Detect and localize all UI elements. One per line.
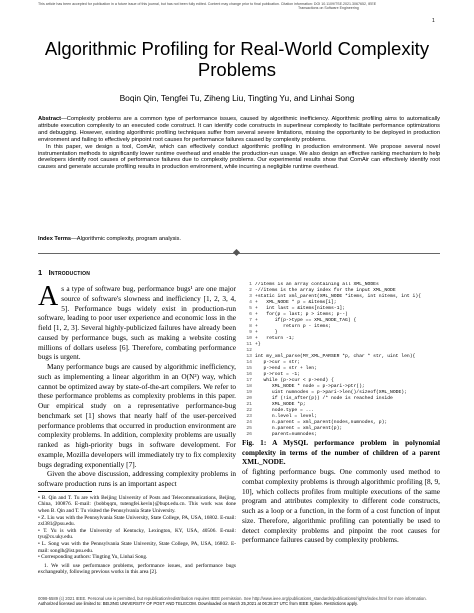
code-line-number: 11 xyxy=(246,342,252,348)
code-listing xyxy=(244,282,444,437)
code-line-number: 14 xyxy=(246,360,252,366)
code-line-number: 24 xyxy=(246,420,252,426)
code-line-text: n.parent = xml_parent(nodes,numnodes, p); xyxy=(255,420,388,426)
code-line-number: 8 xyxy=(249,324,252,330)
header-journal: Transactions on Software Engineering xyxy=(298,6,359,11)
section-title: Introduction xyxy=(48,268,91,277)
code-line-text: + } xyxy=(255,330,278,336)
code-line-number: 18 xyxy=(246,384,252,390)
code-line-text: //items is an array containing all XML_NODEs xyxy=(255,282,379,287)
code-line-number: 15 xyxy=(246,366,252,372)
abstract-paragraph-2: In this paper, we design a tool, ComAir, which can effectively conduct algorithmic profiling in production environment. We propose several novel instrumentation methods to significantly lower runtime overhead and enable the production-run usage. We also design an effective ranking mechanism to help developers identify root causes of performance failures due to complexity problems. Our experimental results show that ComAir can effectively identify root causes and generate accurate profiling results in production environment, while incurring a negligible runtime overhead. xyxy=(38,143,440,171)
page-number: 1 xyxy=(432,18,435,24)
code-line-text: p->root = -1; xyxy=(255,372,301,378)
code-line-text: +static int xml_parent(XML_NODE *items, int nitems, int i){ xyxy=(255,294,421,300)
code-line-number: 4 xyxy=(249,300,252,306)
right-paragraph-1: of fighting performance bugs. One commonly used method to combat complexity problems is through algorithmic profiling [8, 9, 10], which collects profiles from multiple executions of the same program and attributes complexity to different code constructs, such as a loop or a function, in the form of a cost function of input size. Therefore, algorithmic profiling can potentially be used to detect complexity problems and pinpoint the root causes for performance failures caused by complexity problems. xyxy=(242,467,440,545)
code-line-text: + return p - items; xyxy=(255,324,331,330)
header-notice xyxy=(38,2,438,11)
intro-paragraph-3: Given the above discussion, addressing complexity problems in software production runs is an important aspect xyxy=(38,469,236,488)
code-line-text: uint numnodes = p->pari->len()/sizeof(XML_NODE); xyxy=(255,390,407,396)
figure-caption xyxy=(242,438,440,467)
intro-paragraph-2: Many performance bugs are caused by algorithmic inefficiency, such as implementing a linear algorithm in an O(N²) way, which cannot be optimized away by state-of-the-art compilers. We refer to these performance problems as complexity problems in this paper. Our empirical study on a representative performance-bug benchmark set [1] shows that nearly half of the user-perceived performance problems that occurred in production environment are complexity problems. In addition, complexity problems are usually ranked as high-priority bugs in software development. For example, Mozilla developers will immediately try to fix complexity bugs degrading exponentially [7]. xyxy=(38,362,236,469)
divider-diamond xyxy=(233,249,240,256)
footnote-corresponding: • Corresponding authors: Tingting Yu, Linhai Song. xyxy=(38,554,148,561)
code-line-text: +} xyxy=(255,342,261,348)
abstract xyxy=(38,116,440,171)
index-terms-label: Index Terms xyxy=(38,236,72,242)
code-line-number: 7 xyxy=(249,318,252,324)
footnote-rule xyxy=(38,491,92,492)
code-line-text: + if(p->type == XML_NODE_TAG) { xyxy=(255,318,357,324)
code-line-number: 10 xyxy=(246,336,252,342)
code-line-text: p->end = str + len; xyxy=(255,366,317,372)
footnote-affiliation-song: • L. Song was with the Pennsylvania State University, State College, PA, USA, 16802. E-mail: songlh@ist.psu.edu. xyxy=(38,540,236,554)
code-line xyxy=(244,432,444,437)
intro-paragraph-1-text: s a type of software bug, performance bugs¹ are one major source of software's slowness and inefficiency [1, 2, 3, 4, 5]. Performance bugs widely exist in production-run software, leading to poor user experience and economic loss in the field [1, 2, 3]. Several highly-publicized failures have already been caused by performance bugs, such as making a website costing millions of dollars useless [6]. Therefore, combating performance bugs is urgent. xyxy=(38,284,236,362)
code-line-text: p->cur = str; xyxy=(255,360,301,366)
code-line-text: n.parent = xml_parent(p); xyxy=(255,426,343,432)
code-line-text: int my_xml_parse(MY_XML_PARSER *p, char * str, uint len){ xyxy=(255,354,416,360)
code-line-text: + return -1; xyxy=(255,336,295,342)
code-line-text: XML_NODE *p; xyxy=(255,402,306,408)
footer-copyright: 0098-5589 (c) 2021 IEEE. Personal use is permitted, but republication/redistribution requires IEEE permission. See http://www.ieee.org/publications_standards/publications/rights/index.html for more information. xyxy=(38,596,427,601)
code-line-number: 5 xyxy=(249,306,252,312)
footnote-1: 1. We will use performance problems, performance issues, and performance bugs exchangeably, following previous works in this area [2]. xyxy=(38,562,236,576)
code-line-text: + XML_NODE * p = &items[i]; xyxy=(255,300,337,306)
code-line-number: 21 xyxy=(246,402,252,408)
code-line-number: 1 xyxy=(249,282,252,287)
code-line-number: 17 xyxy=(246,378,252,384)
left-column xyxy=(38,281,236,576)
code-line-number: 19 xyxy=(246,390,252,396)
footnote-affiliation-liu: • Z. Liu was with the Pennsylvania State University, State College, PA, USA, 16802. E-mail: zxl381@psu.edu. xyxy=(38,514,236,528)
code-line-number: 3 xyxy=(249,294,252,300)
header-notice-text: This article has been accepted for publication in a future issue of this journal, but has not been fully edited. Content may change prior to final publication. Citation information: DOI 10.1109/TSE.2021.3067652, IEEE xyxy=(38,2,377,6)
code-line-number: 2 xyxy=(249,288,252,294)
code-line-number: 9 xyxy=(249,330,252,336)
right-column xyxy=(242,467,440,545)
code-line-number: 26 xyxy=(246,432,252,437)
abstract-paragraph-1: —Complexity problems are a common type of performance issues, caused by algorithmic inefficiency. Algorithmic profiling aims to automatically attribute execution complexity to an executed code construct. It can identify code constructs in superlinear complexity to facilitate performance optimizations and debugging. However, existing algorithmic profiling techniques suffer from several severe limitations, missing the opportunity to be deployed in production environment and failing to effectively pinpoint root causes for performance failures caused by complexity problems. xyxy=(38,116,440,143)
index-terms-text: —Algorithmic complexity, program analysis. xyxy=(71,236,181,242)
code-line-number: 6 xyxy=(249,312,252,318)
footnote-affiliation-yu: • T. Yu is with the University of Kentucky, Lexington, KY, USA, 40506. E-mail: tyu@cs.uky.edu. xyxy=(38,527,236,541)
intro-paragraph-1 xyxy=(38,281,236,362)
footer-license: Authorized licensed use limited to: BEIJING UNIVERSITY OF POST AND TELECOM. Downloaded on March 25,2021 at 06:28:37 UTC from IEEE Xplore. Restrictions apply. xyxy=(38,601,358,607)
code-line-text: + int last = &items[nitems-1]; xyxy=(255,306,346,312)
section-heading xyxy=(38,268,90,277)
code-line-text: + for(p = last; p > items; p--) xyxy=(255,312,348,318)
footnotes xyxy=(38,495,236,576)
footer xyxy=(38,596,440,606)
drop-cap: A xyxy=(38,281,59,312)
code-line-text: parent=numnodes; xyxy=(255,432,317,437)
paper-title-line-2: Problems xyxy=(197,59,277,80)
paper-title-line-1: Algorithmic Profiling for Real-World Complexity xyxy=(44,38,430,59)
code-line-number: 12 xyxy=(246,348,252,354)
code-line-text: -//items is the array index for the input XML_NODE xyxy=(255,288,396,294)
section-number: 1 xyxy=(38,268,43,277)
code-line-number: 16 xyxy=(246,372,252,378)
abstract-label: Abstract xyxy=(38,116,62,122)
figure-caption-label: Fig. 1: xyxy=(242,438,267,447)
code-line-number: 20 xyxy=(246,396,252,402)
code-line-text: node.type = ... xyxy=(255,408,315,414)
code-line-text: if (!is_after(p)) /* node is reached inside xyxy=(255,396,393,402)
index-terms xyxy=(38,236,440,242)
code-line-number: 25 xyxy=(246,426,252,432)
figure-caption-text: A MySQL performance problem in polynomial complexity in terms of the number of children of a parent XML_NODE. xyxy=(242,438,440,467)
code-line-number: 23 xyxy=(246,414,252,420)
code-line-number: 22 xyxy=(246,408,252,414)
author-list: Boqin Qin, Tengfei Tu, Ziheng Liu, Tingting Yu, and Linhai Song xyxy=(119,93,355,103)
footnote-affiliation-qin-tu: • B. Qin and T. Tu are with Beijing University of Posts and Telecommunications, Beijing, China, 100876. E-mail: {bobbqqm, tutengfei.kevin}@bupt.edu.cn. This work was done when B. Qin and T. Tu visited the Pennsylvania State University. xyxy=(38,494,236,514)
code-line-text: n.level = level; xyxy=(255,414,317,420)
paper-title xyxy=(0,38,474,80)
code-line-number: 13 xyxy=(246,354,252,360)
code-line-text: while (p->cur < p->end) { xyxy=(255,378,334,384)
code-line-text: XML_NODE * node = p->pari->ptr(); xyxy=(255,384,365,390)
